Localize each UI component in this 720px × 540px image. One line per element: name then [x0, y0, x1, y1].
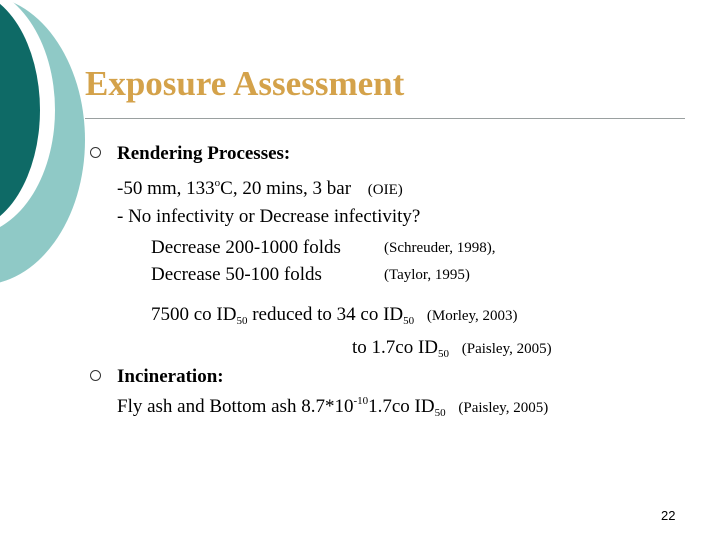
ref-taylor: (Taylor, 1995)	[384, 267, 470, 283]
ref-oie: (OIE)	[367, 182, 403, 198]
incineration-heading: Incineration:	[117, 366, 224, 387]
bullet-rendering	[90, 147, 101, 158]
ref-morley: (Morley, 2003)	[426, 308, 518, 324]
rendering-heading: Rendering Processes:	[117, 143, 291, 164]
incineration-line-1: Fly ash and Bottom ash $8.7*10^{-10}1.7co$ $ID_{50}$ (Paisley, 2005)	[117, 395, 549, 419]
rendering-line-6: to 1.7co $ID_{50}$ (Paisley, 2005)	[352, 337, 552, 360]
rendering-line-2: - No infectivity or Decrease infectivity?	[117, 206, 421, 227]
rendering-line-5: 7500 co $ID_{50}$ reduced to 34 co $ID_{50}$ (Morley, 2003)	[151, 304, 518, 327]
page-number: 22	[661, 508, 676, 523]
corner-decoration	[0, 0, 120, 300]
bullet-incineration	[90, 370, 101, 381]
title-divider	[85, 118, 685, 119]
ref-paisley-2: (Paisley, 2005)	[458, 400, 549, 416]
rendering-line-1: -50 mm, 133$^o$C, 20 mins, 3 bar (OIE)	[117, 177, 403, 199]
ref-paisley-1: (Paisley, 2005)	[461, 341, 552, 357]
ref-schreuder: (Schreuder, 1998),	[384, 240, 496, 256]
slide-title: Exposure Assessment	[85, 64, 405, 103]
rendering-line-3: Decrease 200-1000 folds	[151, 237, 341, 258]
rendering-line-4: Decrease 50-100 folds	[151, 264, 322, 285]
